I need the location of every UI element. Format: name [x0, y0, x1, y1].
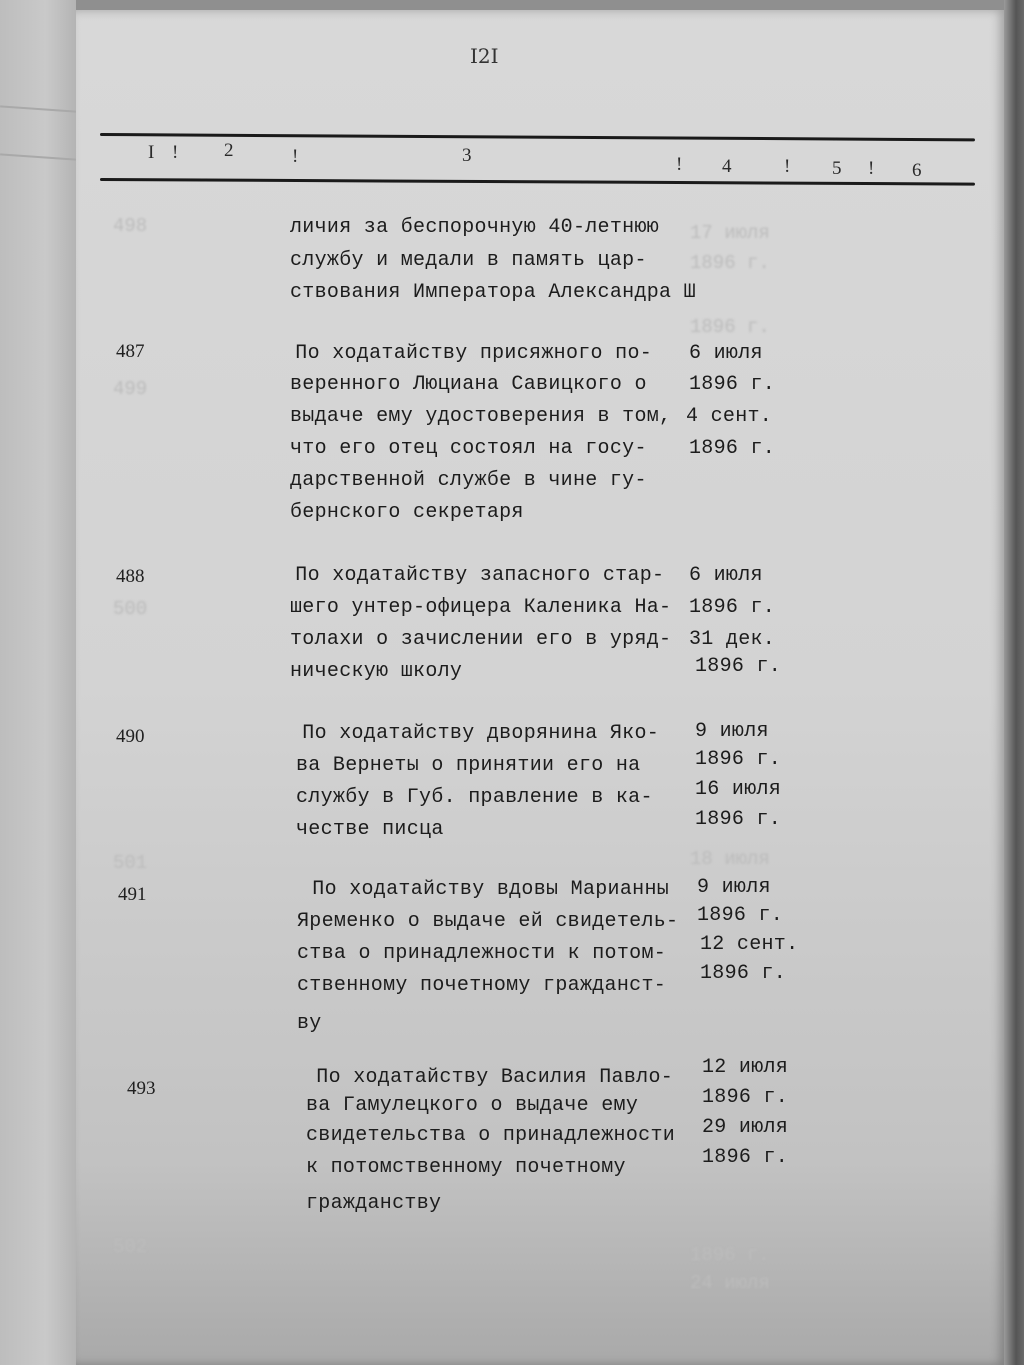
entry-number: 487 — [116, 341, 145, 362]
description-line: ву — [297, 1012, 322, 1035]
date-end-year: 1896 г. — [700, 962, 787, 985]
description-line: веренного Люциана Савицкого о — [290, 373, 647, 396]
column-separator: ! — [784, 156, 791, 177]
date-end: 4 сент. — [686, 405, 773, 428]
description-line: ническую школу — [290, 660, 463, 683]
description-line: свидетельства о принадлежности — [306, 1124, 676, 1147]
date-end-year: 1896 г. — [695, 808, 782, 831]
date-start: 6 июля — [689, 342, 763, 365]
description-line: По ходатайству запасного стар- — [283, 564, 665, 587]
column-separator: ! — [676, 154, 683, 175]
description-line: что его отец состоял на госу- — [290, 437, 647, 460]
description-line: ва Гамулецкого о выдаче ему — [306, 1094, 639, 1117]
date-start: 12 июля — [702, 1056, 789, 1079]
column-separator: ! — [172, 142, 179, 163]
column-header: 5 — [832, 158, 842, 179]
entry-number: 488 — [116, 566, 145, 587]
description-line: ства о принадлежности к потом- — [297, 942, 667, 965]
entry-number: 491 — [118, 884, 147, 905]
description-line: дарственной службе в чине гу- — [290, 469, 647, 492]
date-end-year: 1896 г. — [695, 655, 782, 678]
date-start-year: 1896 г. — [697, 904, 784, 927]
date-start: 9 июля — [695, 720, 769, 743]
bleed-number: 499 — [113, 378, 148, 400]
date-end-year: 1896 г. — [702, 1146, 789, 1169]
date-end: 12 сент. — [700, 933, 799, 956]
description-line: По ходатайству вдовы Марианны — [300, 878, 670, 901]
column-header: 4 — [722, 156, 732, 177]
column-header: 6 — [912, 160, 922, 181]
description-line: шего унтер-офицера Каленика На- — [290, 596, 672, 619]
date-start-year: 1896 г. — [702, 1086, 789, 1109]
description-line: службу и медали в память цар- — [290, 249, 647, 272]
column-separator: ! — [292, 146, 299, 167]
column-header: 2 — [224, 140, 234, 161]
description-line: службу в Губ. правление в ка- — [296, 786, 653, 809]
description-line: ва Вернеты о принятии его на — [296, 754, 641, 777]
date-end: 16 июля — [695, 778, 782, 801]
description-line: ствования Императора Александра Ш — [290, 281, 696, 304]
bleed-number: 498 — [113, 215, 148, 237]
description-line: ственному почетному гражданст- — [297, 974, 667, 997]
description-line: гражданству — [306, 1192, 442, 1215]
date-start-year: 1896 г. — [689, 373, 776, 396]
date-end-year: 1896 г. — [689, 437, 776, 460]
facing-page — [0, 0, 76, 1365]
column-header: 3 — [462, 145, 472, 166]
bleed-fragment: 24 июля — [690, 1272, 770, 1294]
date-start-year: 1896 г. — [689, 596, 776, 619]
facing-page-rule — [0, 153, 76, 160]
date-end: 31 дек. — [689, 628, 776, 651]
date-start: 9 июля — [697, 876, 771, 899]
description-line: к потомственному почетному — [306, 1156, 626, 1179]
bleed-fragment: 17 июля — [690, 222, 770, 244]
date-start: 6 июля — [689, 564, 763, 587]
column-separator: ! — [868, 158, 875, 179]
entry-number: 490 — [116, 726, 145, 747]
column-header: I — [148, 142, 155, 163]
description-line: По ходатайству дворянина Яко- — [290, 722, 660, 745]
bleed-fragment: 18 июля — [690, 848, 770, 870]
page-number: I2I — [470, 44, 499, 68]
description-line: толахи о зачислении его в уряд- — [290, 628, 672, 651]
description-line: бернского секретаря — [290, 501, 524, 524]
description-line: выдаче ему удостоверения в том, — [290, 405, 672, 428]
description-line: Яременко о выдаче ей свидетель- — [297, 910, 679, 933]
bleed-fragment: 1896 г. — [690, 1244, 770, 1266]
entry-number: 493 — [127, 1078, 156, 1099]
description-line: По ходатайству присяжного по- — [283, 342, 653, 365]
page-edge-shadow — [1004, 0, 1024, 1365]
date-start-year: 1896 г. — [695, 748, 782, 771]
date-end: 29 июля — [702, 1116, 789, 1139]
facing-page-rule — [0, 105, 76, 112]
bleed-number: 502 — [113, 1236, 148, 1258]
bleed-fragment: 1896 г. — [690, 252, 770, 274]
bleed-number: 500 — [113, 598, 148, 620]
bleed-fragment: 1896 г. — [690, 316, 770, 338]
description-line: честве писца — [296, 818, 444, 841]
description-line: По ходатайству Василия Павло- — [304, 1066, 674, 1089]
description-line: личия за беспорочную 40-летнюю — [290, 216, 660, 239]
bleed-number: 501 — [113, 852, 148, 874]
